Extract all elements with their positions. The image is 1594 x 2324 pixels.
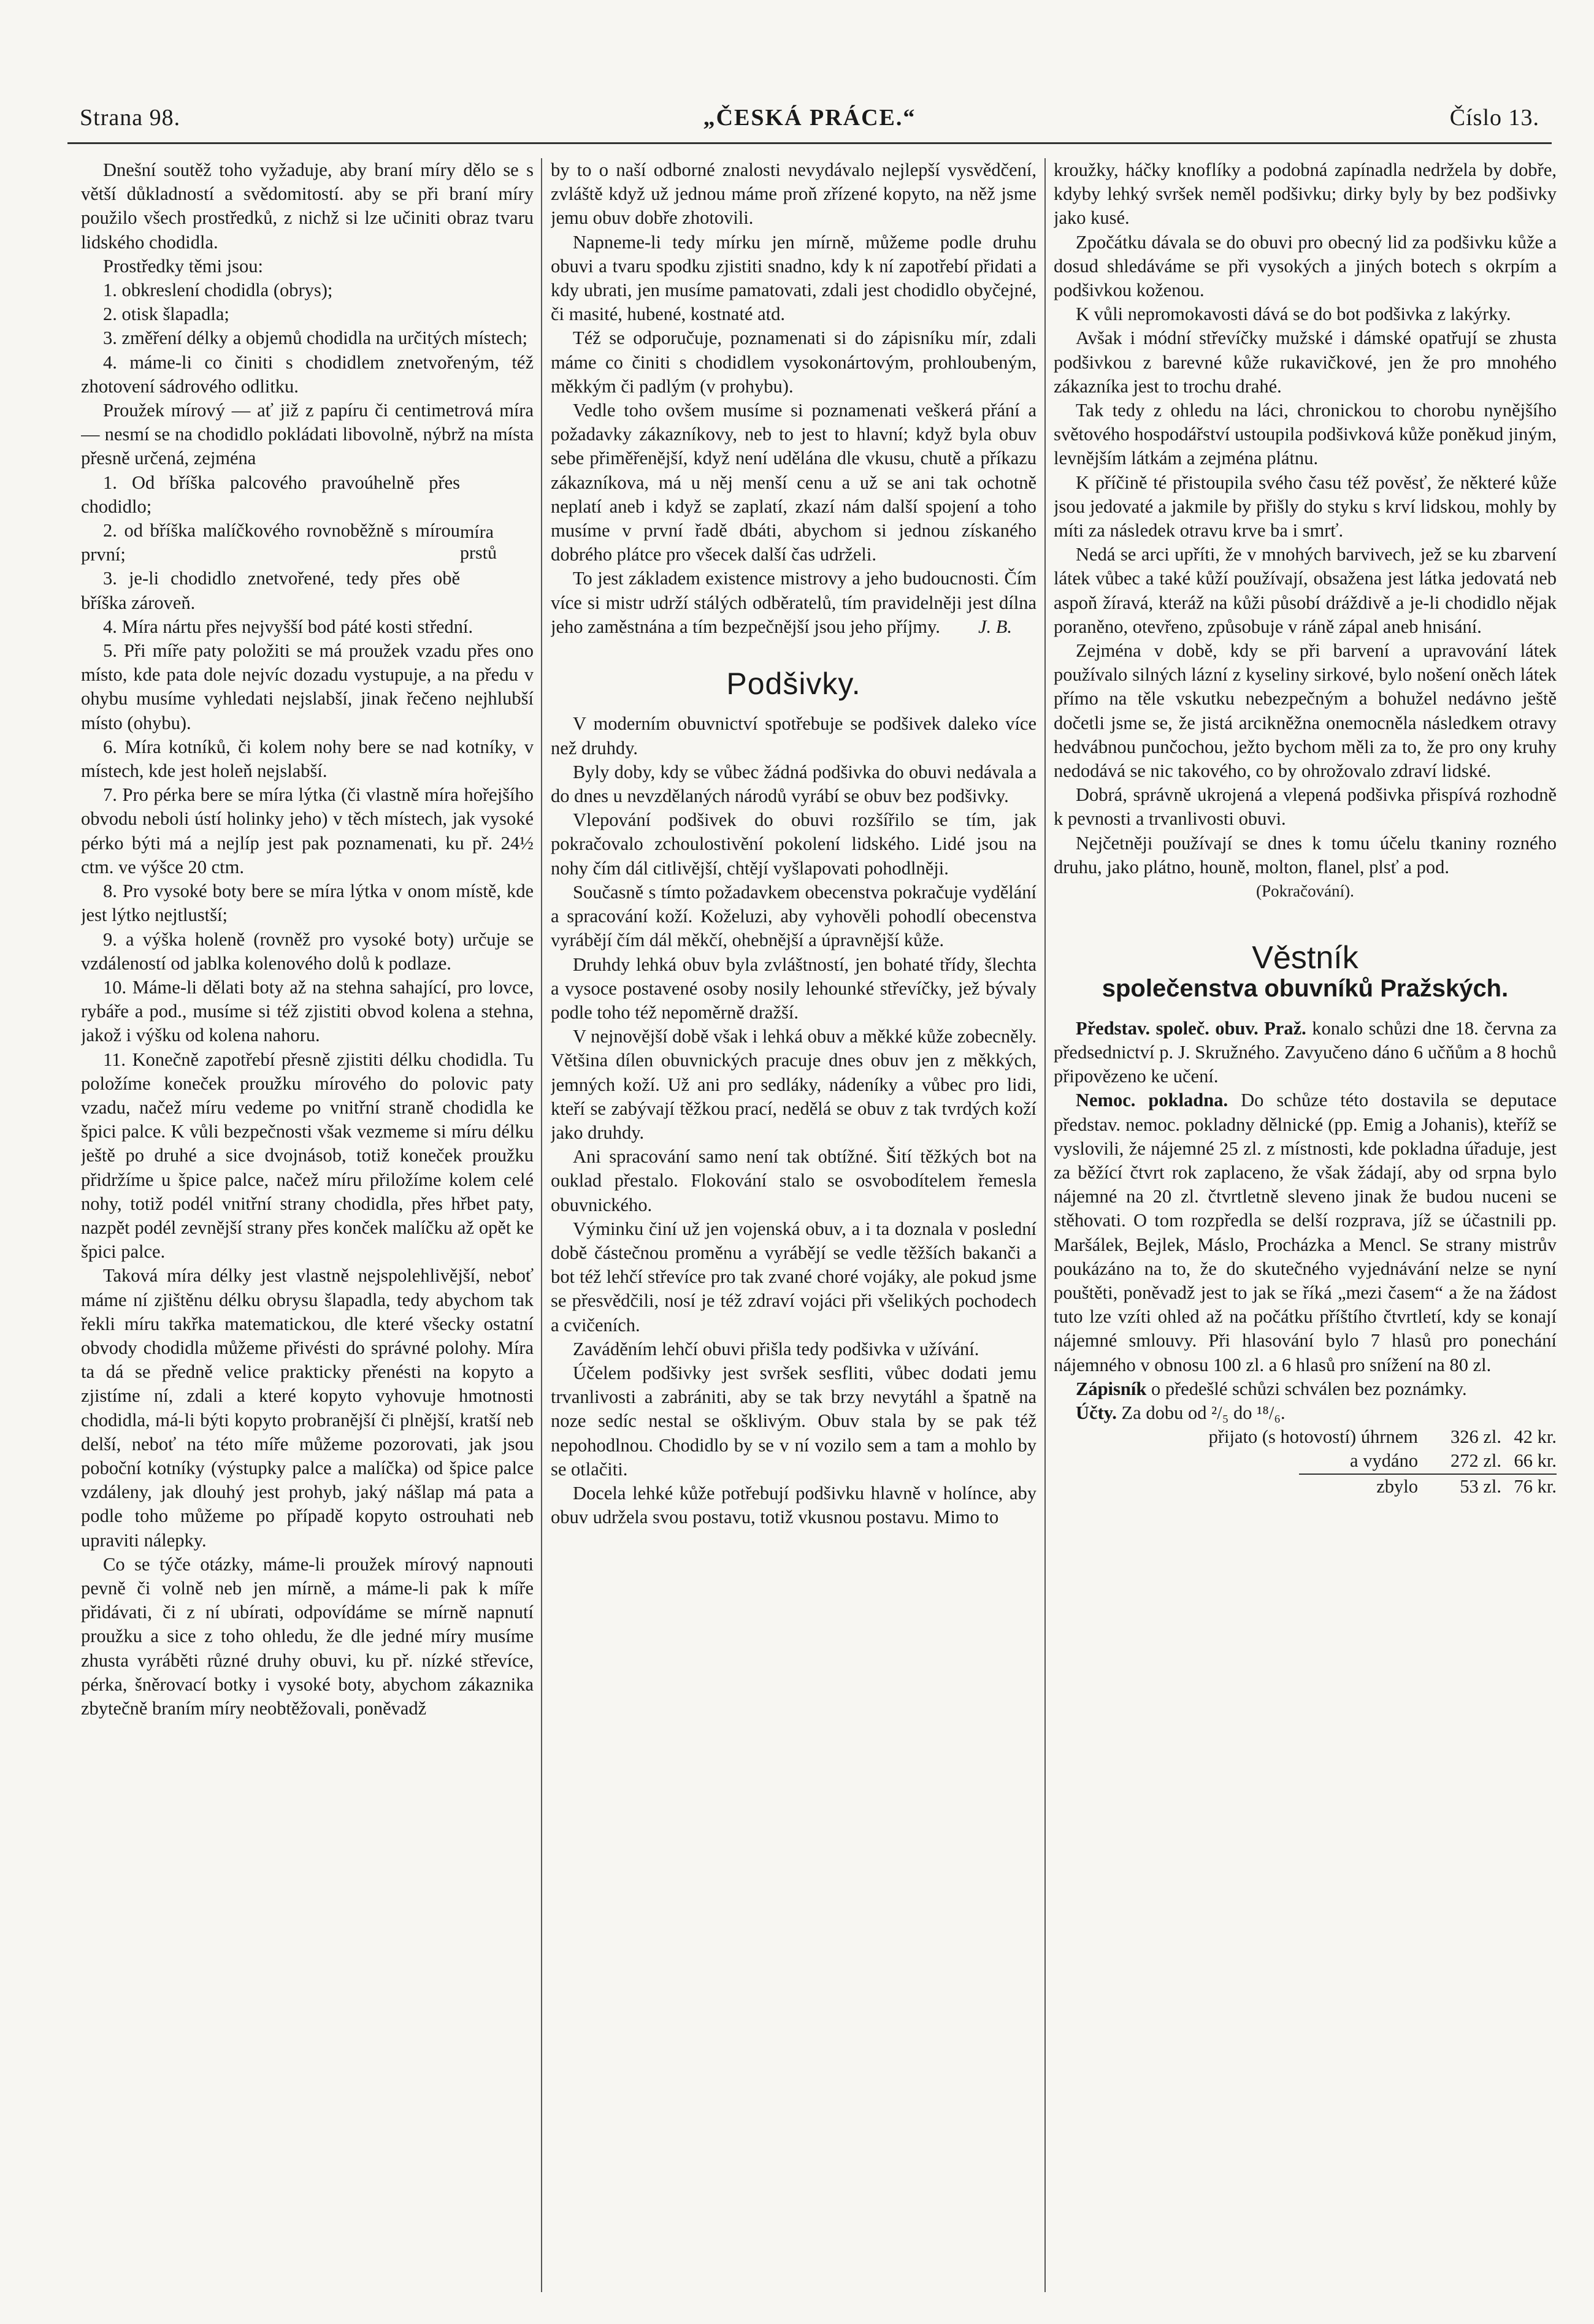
paragraph: Dobrá, správně ukrojená a vlepená podšivka přispívá rozhodně k pevnosti a trvanlivosti obuvi. xyxy=(1054,784,1557,830)
article-title: Podšivky. xyxy=(726,667,861,701)
list-item: 6. Míra kotníků, či kolem nohy bere se nad kotníky, v místech, kde jest holeň nejslabší. xyxy=(81,736,534,782)
account-kr: 76 kr. xyxy=(1514,1475,1557,1497)
accounts-table xyxy=(1054,1425,1557,1499)
list-item: 2. od bříška malíčkového rovnoběžně s mírou první; xyxy=(81,520,460,565)
continuation-note: (Pokračování). xyxy=(1256,882,1354,901)
paragraph: Druhdy lehká obuv byla zvláštností, jen bohaté třídy, šlechta a vysoce postavené osoby nosily lehounké střevíčky, jež bývaly podle toho též nepoměrně dražší. xyxy=(551,954,1036,1023)
paragraph: K příčině té přistoupila svého času též pověsť, že některé kůže jsou jedovaté a jakmile by přišly do styku s krví lidskou, mohly by míti za následek otravu krve ba i smrť. xyxy=(1054,472,1557,541)
bulletin-entry xyxy=(1054,1377,1557,1401)
account-label: a vydáno xyxy=(1350,1450,1418,1472)
bulletin-subtitle: společenstva obuvníků Pražských. xyxy=(1102,974,1509,1002)
paragraph: by to o naší odborné znalosti nevydávalo nejlepší vysvědčení, zvláště když už jednou máme proň zřízené kopyto, na něž jsme jemu obuv dobře zhotovili. xyxy=(551,159,1036,229)
paragraph: Prostředky těmi jsou: xyxy=(103,255,263,277)
entry-heading: Účty. xyxy=(1076,1402,1117,1423)
list-item: 3. změření délky a objemů chodidla na určitých místech; xyxy=(103,327,527,349)
paragraph: Nedá se arci upříti, že v mnohých barvivech, jež se ku zbarvení látek vůbec a také kůží používají, obsažena jest látka jedovatá neb aspoň žíravá, kteráž na kůži působí dráždivě a je-li chodidlo nějak poraněno, otevřeno, způsobuje v ráně zápal aneb hnisání. xyxy=(1054,544,1557,637)
account-label: přijato (s hotovostí) úhrnem xyxy=(1208,1426,1418,1448)
paragraph: kroužky, háčky knoflíky a podobná zapínadla nedržela by dobře, kdyby lehký svršek neměl podšivku; dirky byly by bez podšivky jako kusé. xyxy=(1054,159,1557,229)
column-3 xyxy=(1054,158,1557,2292)
paragraph: Tak tedy z ohledu na láci, chronickou to chorobu nynějšího světového hospodářství ustoupila podšivková kůže poněkud jiným, levnějším látkám a zejména plátnu. xyxy=(1054,400,1557,469)
list-item: 10. Máme-li dělati boty až na stehna sahající, pro lovce, rybáře a pod., musíme si též zjistiti obvod kolena a stehna, jakož i výšku od kolena nahoru. xyxy=(81,976,534,1046)
paragraph: Napneme-li tedy mírku jen mírně, můžeme podle druhu obuvi a tvaru spodku zjistiti snadno, kdy k ní zapotřebí přidati a kdy ubrati, jen musíme pamatovati, zdali jest chodidlo obyčejné, či masité, hubené, kostnaté atd. xyxy=(551,231,1036,325)
paragraph: Též se odporučuje, poznamenati si do zápisníku mír, zdali máme co činiti s chodidlem vysokonártovým, prohloubeným, měkkým či padlým (v prohybu). xyxy=(551,327,1036,397)
list-item: 9. a výška holeně (rovněž pro vysoké boty) určuje se vzdáleností od jablka kolenového dolů k podlaze. xyxy=(81,928,534,974)
entry-heading: Nemoc. pokladna. xyxy=(1076,1090,1228,1111)
brace-label xyxy=(460,471,534,615)
brace-text: míra prstů xyxy=(460,522,497,564)
bulletin-entry xyxy=(1054,1401,1557,1425)
account-row xyxy=(1054,1475,1557,1499)
issue-number: Číslo 13. xyxy=(1449,105,1539,131)
header-rule xyxy=(67,142,1552,144)
list-item: 3. je-li chodidlo znetvořené, tedy přes obě bříška zároveň. xyxy=(81,568,460,613)
finger-measure-group xyxy=(81,471,534,615)
account-kr: 42 kr. xyxy=(1514,1426,1557,1448)
list-item: 4. máme-li co činiti s chodidlem znetvořeným, též zhotovení sádrového odlitku. xyxy=(81,351,534,397)
paragraph: Ani spracování samo není tak obtížné. Šití těžkých bot na ouklad přestalo. Flokování stalo se osvobodítelem řemesla obuvnického. xyxy=(551,1146,1036,1215)
paragraph: Byly doby, kdy se vůbec žádná podšivka do obuvi nedávala a do dnes u nevzdělaných národů vyrábí se obuv bez podšivky. xyxy=(551,761,1036,807)
list-item: 7. Pro pérka bere se míra lýtka (či vlastně míra hořejšího obvodu neboli ústí holinky jeho) v těch místech, jak vysoké pérko býti má a nejlíp jest pak poznamenati, ku př. 24½ ctm. ve výšce 20 ctm. xyxy=(81,784,534,877)
list-item: 1. obkreslení chodidla (obrys); xyxy=(103,280,333,301)
paragraph: Účelem podšivky jest svršek sesfliti, vůbec dodati jemu trvanlivosti a zabrániti, aby se tak brzy nevytáhl a špatně na noze sedíc nestal se ošklivým. Obuv stala by se pak též nepohodlnou. Chodidlo by se v ní vozilo sem a tam a mohlo by se otlačiti. xyxy=(551,1362,1036,1480)
page-header xyxy=(80,92,1539,135)
paragraph: Proužek mírový — ať již z papíru či centimetrová míra — nesmí se na chodidlo pokládati libovolně, nýbrž na místa přesně určená, zejména xyxy=(81,400,534,469)
bulletin-title: Věstník xyxy=(1252,940,1358,976)
list-item: 8. Pro vysoké boty bere se míra lýtka v onom místě, kde jest lýtko nejtlustší; xyxy=(81,881,534,926)
paragraph: Vedle toho ovšem musíme si poznamenati veškerá přání a požadavky zákazníkovy, neb to jest to hlavní; když byla obuv sebe přiměřenější, když není udělána dle vkusu, chutě a příkazu zákazníkova, má u něj menší cenu a už se ani tak ochotně neplatí aneb i když se zaplatí, zkazí nám další spojení a toho musíme v první řadě dbáti, abychom si jednou získaného dobrého plátce pro všecek další čas udrželi. xyxy=(551,400,1036,565)
author-signature: J. B. xyxy=(978,616,1012,638)
paragraph: Co se týče otázky, máme-li proužek mírový napnouti pevně či volně neb jen mírně, a máme-li pak k míře přidávati, či z ní ubírati, odpovídáme se mírně napnutí proužku a sice z toho ohledu, že dle jedné míry musíme zhusta vyráběti různé druhy obuvi, ku př. nízké střevíce, pérka, šněrovací botky i vysoké boty, abychom zákaznika zbytečně braním míry neobtěžovali, poněvadž xyxy=(81,1553,534,1719)
account-row xyxy=(1054,1425,1557,1449)
bulletin-entry xyxy=(1054,1017,1557,1089)
list-item: 2. otisk šlapadla; xyxy=(103,304,229,325)
account-zl: 326 zl. xyxy=(1450,1426,1501,1448)
bulletin-entry xyxy=(1054,1088,1557,1377)
paragraph: Avšak i módní střevíčky mužské i dámské opatřují se zhusta podšivkou z barevné kůže rukavičkové, jen že pro mnohého zákazníka jest to trochu drahé. xyxy=(1054,327,1557,397)
column-2 xyxy=(551,158,1036,2292)
paragraph: Docela lehké kůže potřebují podšivku hlavně v holínce, aby obuv udržela svou postavu, totiž vkusnou postavu. Mimo to xyxy=(551,1482,1036,1528)
paragraph: Současně s tímto požadavkem obecenstva pokračuje vydělání a spracování koží. Koželuzi, aby vyhověli pohodlí obecenstva vyrábějí čím dál měkčí, ohebnější a úpravnější kůže. xyxy=(551,881,1036,951)
entry-heading: Zápisník xyxy=(1076,1378,1147,1399)
entry-text: konalo schůzi dne 18. června za předsednictví p. J. Skružného. Zavyučeno dáno 6 učňům a 8 hochů připovězeno ke učení. xyxy=(1054,1017,1557,1087)
entry-text: o předešlé schůzi schválen bez poznámky. xyxy=(1146,1378,1467,1399)
column-1 xyxy=(81,158,534,2292)
list-item: 5. Při míře paty položiti se má proužek vzadu přes ono místo, kde pata dole nejvíc dozadu vystupuje, a na předu v ohybu musíme vyhledati nejslabší, jinak řečeno nejhlubší místo (ohybu). xyxy=(81,640,534,733)
paragraph: To jest základem existence mistrovy a jeho budoucnosti. Čím více si mistr udrží stálých odběratelů, tím pravidelněji jest dílna jeho zaměstnána a tím bezpečnější jsou jeho příjmy. xyxy=(551,568,1036,637)
account-row xyxy=(1054,1449,1557,1473)
paragraph: V moderním obuvnictví spotřebuje se podšivek daleko více než druhdy. xyxy=(551,713,1036,759)
account-label: zbylo xyxy=(1376,1475,1418,1497)
list-item: 11. Konečně zapotřebí přesně zjistiti délku chodidla. Tu položíme koneček proužku mírového do polovic paty vzadu, načež míru vedeme po vnitřní straně chodidla ke špici palce. K vůli bezpečnosti však vezmeme si míru délku ještě po druhé a sice dvojnásob, totiž koneček proužku přidržíme u špice palce, načež míru přiložíme kolem celé nohy, totiž podél vnitřní strany chodidla, přes hřbet paty, nazpět podél zevnější strany přes konček malíčku až opět ke špici palce. xyxy=(81,1049,534,1263)
paragraph: Zpočátku dávala se do obuvi pro obecný lid za podšivku kůže a dosud shledáváme se při vysokých a jiných botech s okrpím a podšivkou koženou. xyxy=(1054,231,1557,301)
account-zl: 272 zl. xyxy=(1450,1450,1501,1472)
paragraph: Zaváděním lehčí obuvi přišla tedy podšivka v užívání. xyxy=(573,1338,979,1359)
entry-heading: Představ. společ. obuv. Praž. xyxy=(1076,1017,1306,1039)
paragraph: K vůli nepromokavosti dává se do bot podšivka z lakýrky. xyxy=(1076,304,1511,325)
list-item: 4. Míra nártu přes nejvyšší bod páté kosti střední. xyxy=(103,616,473,637)
paragraph: Nejčetněji používají se dnes k tomu účelu tkaniny rozného druhu, jako plátno, houně, molton, flanel, plsť a pod. xyxy=(1054,832,1557,877)
column-divider-1 xyxy=(541,158,542,2292)
account-kr: 66 kr. xyxy=(1514,1450,1557,1472)
publication-title: „ČESKÁ PRÁCE.“ xyxy=(703,105,916,131)
paragraph: V nejnovější době však i lehká obuv a měkké kůže zobecněly. Většina dílen obuvnických pracuje dnes obuv jen z měkkých, jemných koží. Už ani pro sedláky, nádeníky a vůbec pro lidi, kteří se zabývají těžkou prací, nedělá se obuv z tak tvrdých koží jako druhdy. xyxy=(551,1026,1036,1143)
paragraph: Výminku činí už jen vojenská obuv, a i ta doznala v poslední době částečnou proměnu a vyrábějí se vedle těžších bakanči a bot též lehčí střevíce pro tak zvané choré vojáky, ale pokud jsme se přesvědčili, nosí je též zdraví vojáci při všelikých pochodech a cvičeních. xyxy=(551,1218,1036,1336)
list-item: 1. Od bříška palcového pravoúhelně přes chodidlo; xyxy=(81,472,460,517)
account-zl: 53 zl. xyxy=(1460,1475,1501,1497)
paragraph: Zejména v době, kdy se při barvení a upravování látek používalo silných lázní z kyseliny sirkové, bylo nošení oněch látek přímo na těle vskutku nebezpečným a bohužel nedávno ještě dočetli jsme se, že jistá arcikněžna onemocněla následkem otravy hedvábnou punčochou, ježto bychom měli za to, že pro ony kruhy nedodává se nic takového, co by ohrožovalo zdraví lidské. xyxy=(1054,640,1557,782)
paragraph: Vlepování podšivek do obuvi rozšířilo se tím, jak pokračovalo zchoulostivění pokolení lidského. Lidé jsou na nohy čím dál citlivější, chtějí vyšlapovati pohodlněji. xyxy=(551,809,1036,879)
paragraph: Taková míra délky jest vlastně nejspolehlivější, neboť máme ní zjištěnu délku obrysu šlapadla, tedy abychom tak řekli míru takřka matematickou, dle které všecky ostatní obvody chodidla můžeme přivésti do správné polohy. Míra ta dá se předně velice prakticky přenésti na kopyto a zjistíme ní, zdali a které kopyto vyhovuje hmotnosti chodidla, má-li býti kopyto probranější či plnější, kratší neb delší, neboť na této míře můžeme pozorovati, jak jsou poboční kotníky (výstupky palce a malíčka) od špice palce vzdáleny, jak dlouhý jest prohyb, jaký nášlap má pata a podle toho můžeme po případě kopyto ostrouhati neb upraviti nálepky. xyxy=(81,1265,534,1551)
entry-text: Do schůze této dostavila se deputace představ. nemoc. pokladny dělnické (pp. Emig a Johanis), kteříž se vyslovili, že nájemné 25 zl. z místnosti, kde pokladna úřaduje, jest za běžící čtvrt rok zaplaceno, že však žádají, aby od srpna bylo nájemné na 20 zl. čtvrtletně sleveno jinak že budou nuceni se stěhovati. O tom rozpředla se delší rozprava, jíž se účastnili pp. Maršálek, Bejlek, Máslo, Procházka a Mencl. Se strany mistrův poukázáno na to, že do skutečného vyjednávání nelze se nyní pouštěti, poněvadž jest to jak se říká „mezi časem“ a že na žádost tuto lze vzíti ohled až na počátku příštího čtvrtletí, kdy se konají nájemné smlouvy. Při hlasování bylo 7 hlasů pro ponechání nájemného v obnosu 100 zl. a 6 hlasů pro snížení na 80 zl. xyxy=(1054,1090,1557,1375)
paragraph: Dnešní soutěž toho vyžaduje, aby braní míry dělo se s větší důkladností a svědomitostí. aby se při braní míry použilo všech prostředků, z nichž si lze učiniti obraz tvaru lidského chodidla. xyxy=(81,159,534,253)
entry-text: Za dobu od ²/₅ do ¹⁸/₆. xyxy=(1116,1402,1286,1423)
page-number: Strana 98. xyxy=(80,105,181,131)
column-divider-2 xyxy=(1044,158,1046,2292)
